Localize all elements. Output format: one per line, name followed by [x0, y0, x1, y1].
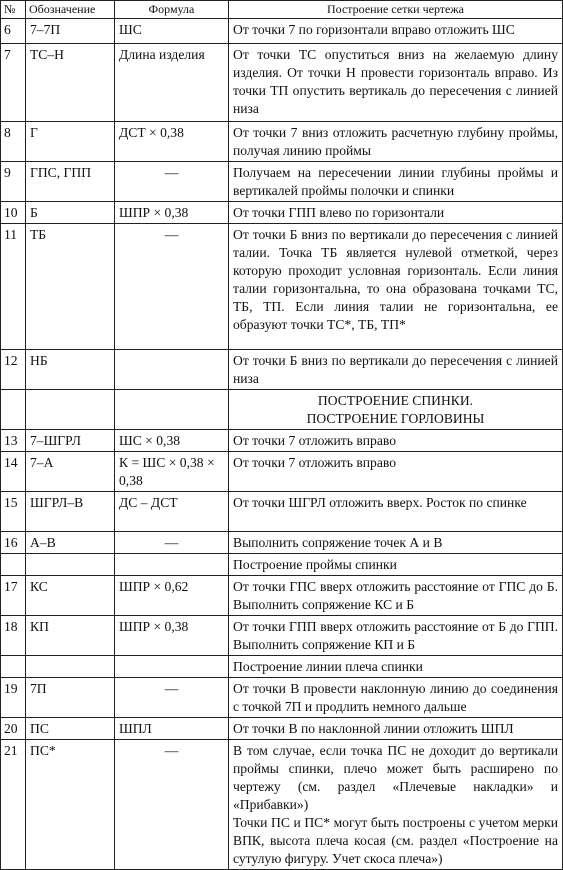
- row-construction-text: Выполнить сопряжение точек А и В: [229, 532, 563, 554]
- row-designation: Г: [26, 122, 115, 162]
- row-number: 14: [1, 452, 26, 492]
- row-construction-text: В том случае, если точка ПС не доходит до вертикали проймы спинки, плечо может быть расширено по чертежу (см. раздел «Плечевые накладки» и «Прибавки») Точки ПС и ПС* могут быть построены с учетом мерки ВПК, высота плеча косая (см. раздел «Построение на сутулую фигуру. Учет скоса плеча»): [229, 740, 563, 870]
- row-number: 13: [1, 430, 26, 452]
- row-designation: ТБ: [26, 224, 115, 350]
- row-construction-text: От точки ГПП вверх отложить расстояние от Б до ГПП. Выполнить сопряжение КП и Б: [229, 616, 563, 656]
- row-number: 15: [1, 492, 26, 532]
- row-number: 17: [1, 576, 26, 616]
- table-row: [1, 718, 563, 740]
- row-construction-text: От точки 7 по горизонтали вправо отложить ШС: [229, 19, 563, 44]
- row-formula: —: [115, 224, 229, 350]
- table-row: [1, 492, 563, 532]
- table-row: [1, 162, 563, 202]
- row-designation: КП: [26, 616, 115, 656]
- row-formula: —: [115, 740, 229, 870]
- row-construction-text: От точки 7 отложить вправо: [229, 430, 563, 452]
- row-number: 6: [1, 19, 26, 44]
- row-construction-text: Получаем на пересечении линии глубины проймы и вертикалей проймы полочки и спинки: [229, 162, 563, 202]
- table-row: [1, 678, 563, 718]
- row-number: 12: [1, 350, 26, 390]
- row-designation: [26, 554, 115, 576]
- row-formula: —: [115, 162, 229, 202]
- row-formula: [115, 554, 229, 576]
- row-formula: ШС: [115, 19, 229, 44]
- row-designation: ШГРЛ–В: [26, 492, 115, 532]
- row-number: [1, 390, 26, 430]
- row-construction-text: От точки 7 отложить вправо: [229, 452, 563, 492]
- row-number: 19: [1, 678, 26, 718]
- row-formula: ШПР × 0,38: [115, 202, 229, 224]
- row-number: 11: [1, 224, 26, 350]
- table-row: [1, 224, 563, 350]
- row-number: [1, 554, 26, 576]
- row-formula: —: [115, 678, 229, 718]
- row-designation: ПС: [26, 718, 115, 740]
- row-number: 7: [1, 44, 26, 122]
- header-construction: Построение сетки чертежа: [229, 1, 563, 19]
- row-formula: ДС – ДСТ: [115, 492, 229, 532]
- row-designation: НБ: [26, 350, 115, 390]
- header-designation: Обозначение: [26, 1, 115, 19]
- row-number: 8: [1, 122, 26, 162]
- row-formula: ДСТ × 0,38: [115, 122, 229, 162]
- row-designation: А–В: [26, 532, 115, 554]
- row-construction-text: От точки В по наклонной линии отложить ШПЛ: [229, 718, 563, 740]
- table-row: [1, 430, 563, 452]
- table-row: [1, 19, 563, 44]
- row-construction-text: От точки В провести наклонную линию до соединения с точкой 7П и продлить немного дальше: [229, 678, 563, 718]
- row-number: [1, 656, 26, 678]
- row-formula: [115, 350, 229, 390]
- row-formula: К = ШС × 0,38 × 0,38: [115, 452, 229, 492]
- row-designation: Б: [26, 202, 115, 224]
- table-row: [1, 576, 563, 616]
- row-construction-text: От точки ГПС вверх отложить расстояние от ГПС до Б. Выполнить сопряжение КС и Б: [229, 576, 563, 616]
- subheading: Построение линии плеча спинки: [229, 656, 563, 678]
- row-construction-text: От точки Б вниз по вертикали до пересечения с линией талии. Точка ТБ является нулевой отметкой, через которую проходит условная горизонталь. Если линия талии горизонтальна, то она образована точками ТС, ТБ, ТП. Если линия талии не горизонтальна, ее образуют точки ТС*, ТБ, ТП*: [229, 224, 563, 350]
- row-construction-text: От точки 7 вниз отложить расчетную глубину проймы, получая линию проймы: [229, 122, 563, 162]
- row-construction-text: От точки ШГРЛ отложить вверх. Росток по спинке: [229, 492, 563, 532]
- row-formula: ШПР × 0,38: [115, 616, 229, 656]
- row-number: 16: [1, 532, 26, 554]
- section-heading: ПОСТРОЕНИЕ СПИНКИ. ПОСТРОЕНИЕ ГОРЛОВИНЫ: [229, 390, 563, 430]
- table-row: [1, 44, 563, 122]
- subheading-row: [1, 656, 563, 678]
- table-row: [1, 350, 563, 390]
- row-formula: [115, 390, 229, 430]
- table-row: [1, 740, 563, 870]
- row-formula: ШПЛ: [115, 718, 229, 740]
- table-row: [1, 532, 563, 554]
- header-formula: Формула: [115, 1, 229, 19]
- row-formula: —: [115, 532, 229, 554]
- row-number: 9: [1, 162, 26, 202]
- row-formula: Длина изделия: [115, 44, 229, 122]
- row-construction-text: От точки ТС опуститься вниз на желаемую длину изделия. От точки Н провести горизонталь вправо. Из точки ТП опустить вертикаль до пересечения с линией низа: [229, 44, 563, 122]
- row-number: 21: [1, 740, 26, 870]
- row-designation: КС: [26, 576, 115, 616]
- row-designation: ГПС, ГПП: [26, 162, 115, 202]
- row-designation: 7П: [26, 678, 115, 718]
- row-designation: ТС–Н: [26, 44, 115, 122]
- header-row: [1, 1, 563, 19]
- row-construction-text: От точки Б вниз по вертикали до пересечения с линией низа: [229, 350, 563, 390]
- row-formula: ШПР × 0,62: [115, 576, 229, 616]
- row-number: 18: [1, 616, 26, 656]
- table-row: [1, 202, 563, 224]
- header-num: №: [1, 1, 26, 19]
- section-heading-row: [1, 390, 563, 430]
- row-designation: 7–7П: [26, 19, 115, 44]
- subheading: Построение проймы спинки: [229, 554, 563, 576]
- table-row: [1, 616, 563, 656]
- row-designation: 7–ШГРЛ: [26, 430, 115, 452]
- row-designation: 7–А: [26, 452, 115, 492]
- row-number: 20: [1, 718, 26, 740]
- row-designation: [26, 390, 115, 430]
- row-formula: [115, 656, 229, 678]
- row-designation: ПС*: [26, 740, 115, 870]
- row-number: 10: [1, 202, 26, 224]
- row-construction-text: От точки ГПП влево по горизонтали: [229, 202, 563, 224]
- row-designation: [26, 656, 115, 678]
- table-row: [1, 452, 563, 492]
- subheading-row: [1, 554, 563, 576]
- table-row: [1, 122, 563, 162]
- row-formula: ШС × 0,38: [115, 430, 229, 452]
